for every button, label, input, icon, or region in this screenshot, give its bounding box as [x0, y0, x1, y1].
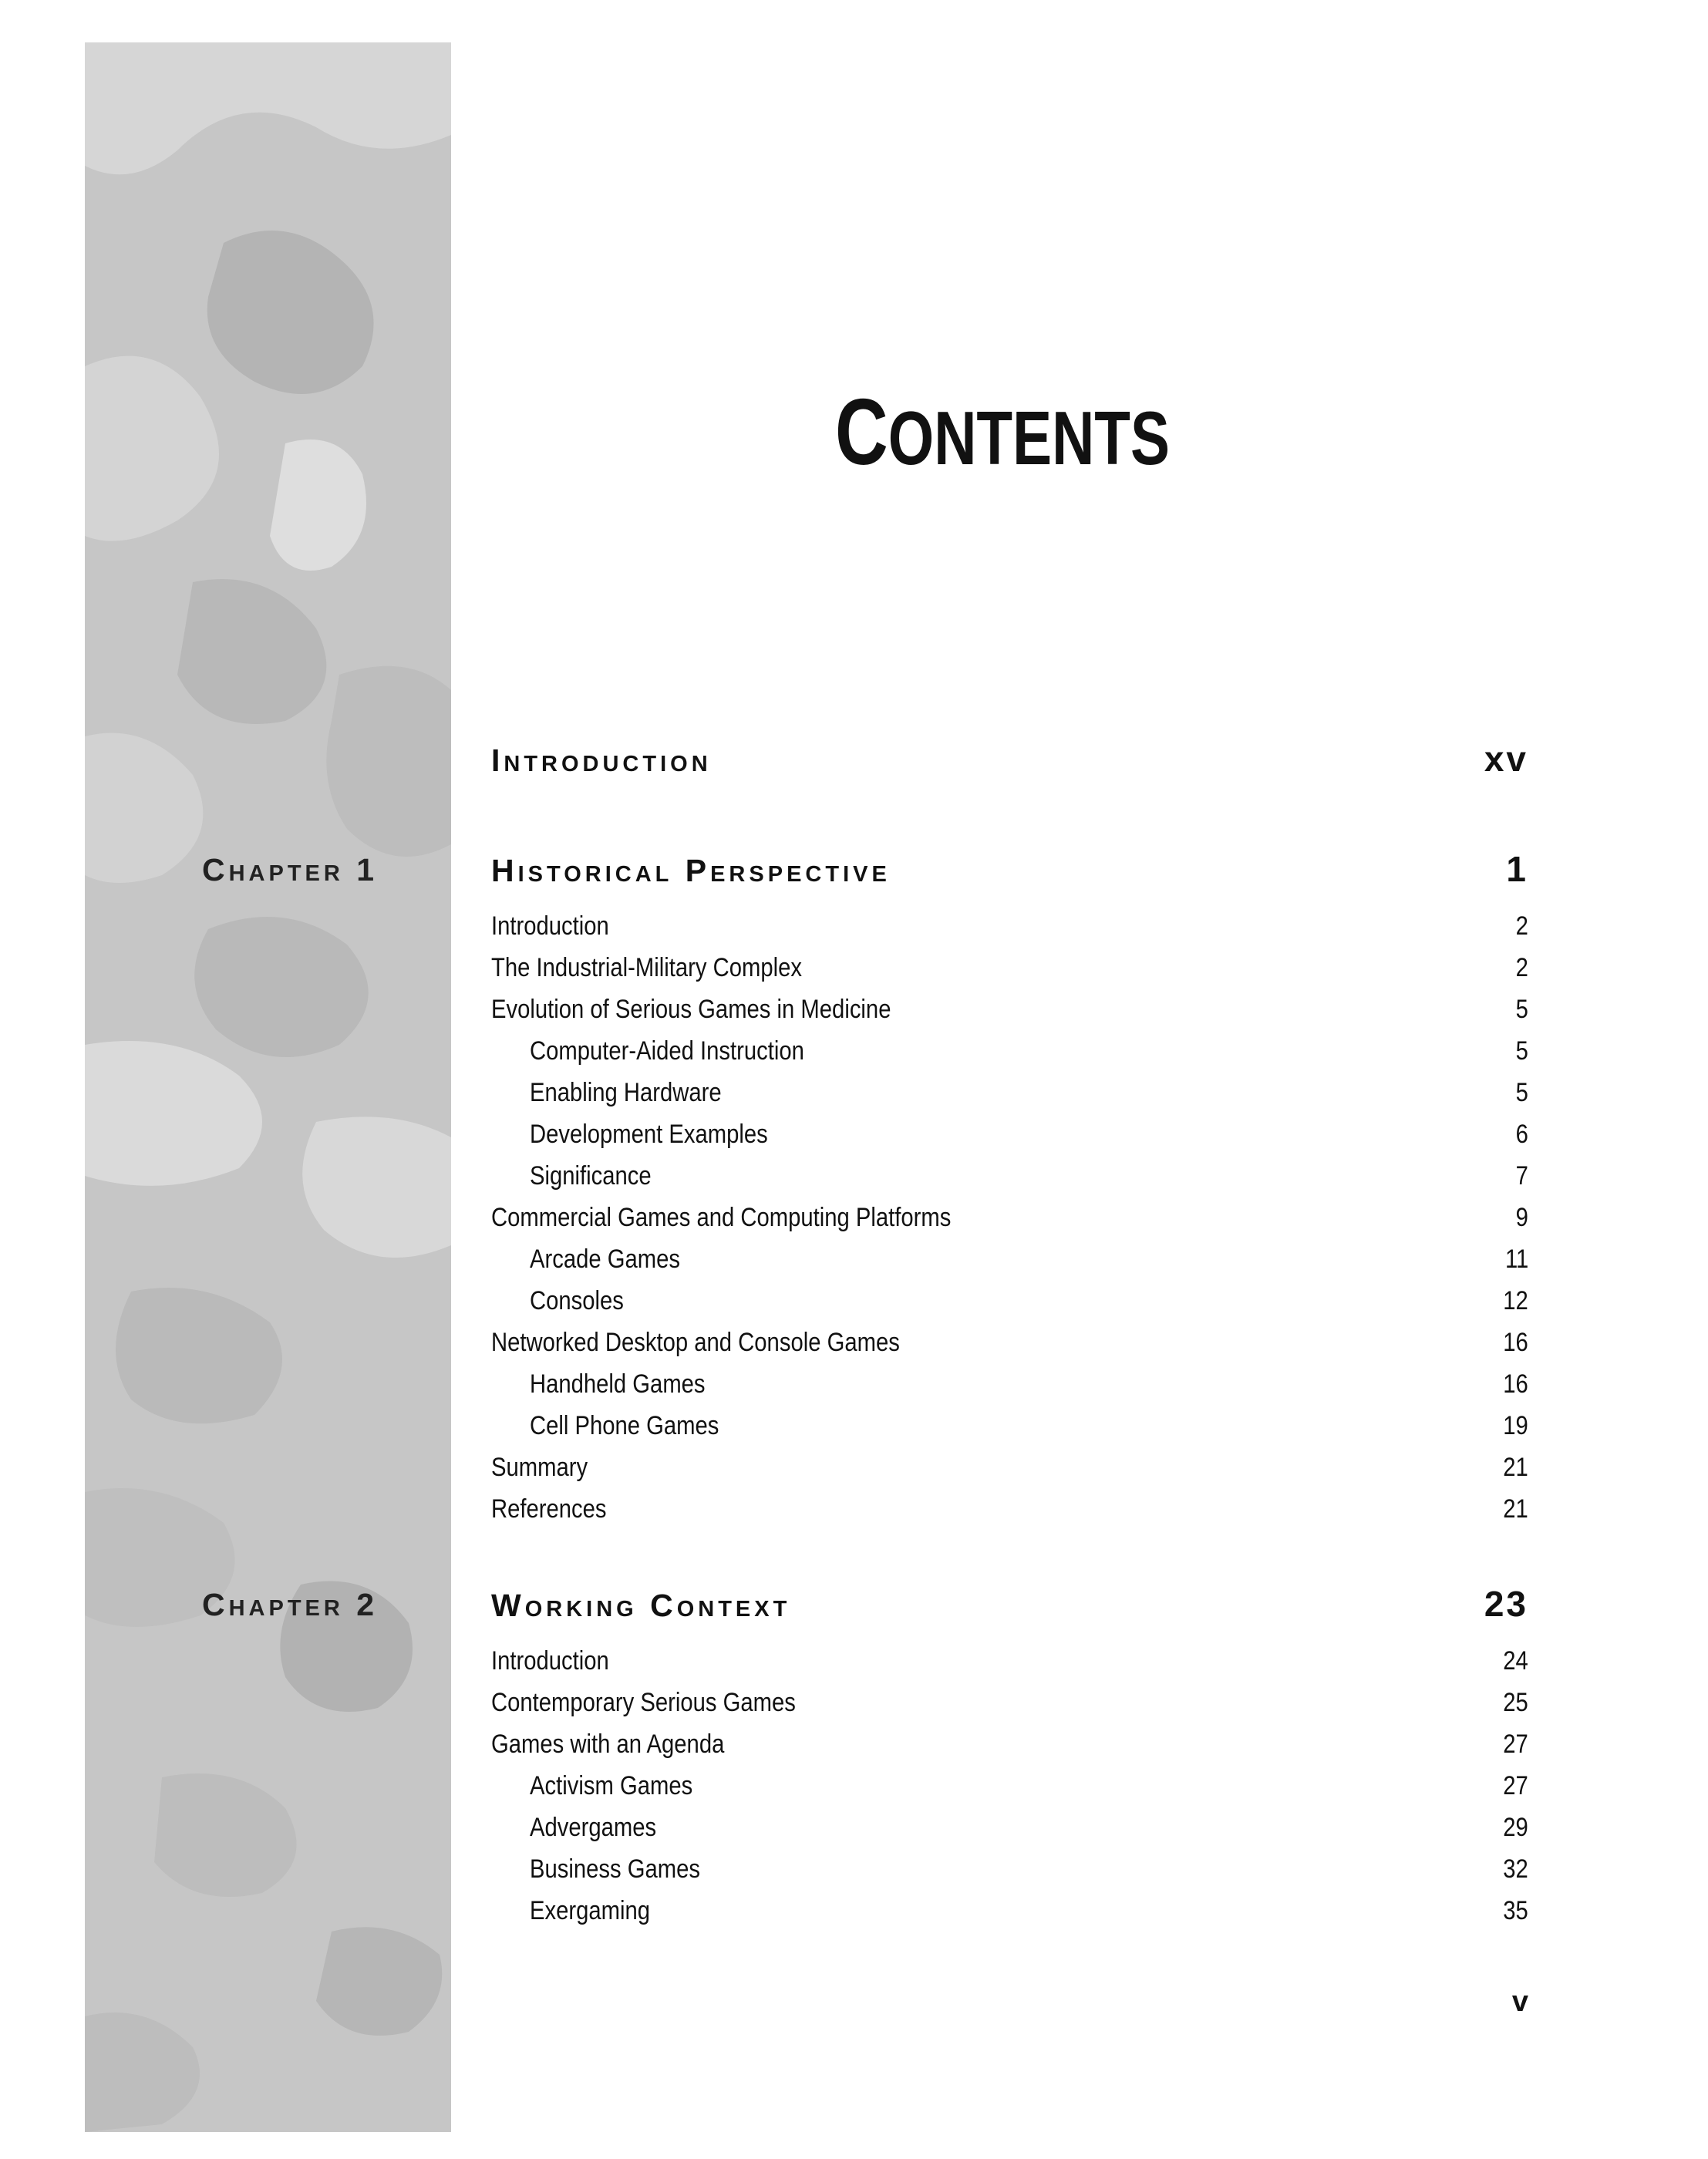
toc-subentry[interactable]: [491, 1238, 1528, 1280]
chapter-1-title: Historical Perspective: [491, 853, 891, 888]
toc-entry-page: 6: [1515, 1119, 1528, 1149]
toc-entry-page: 5: [1515, 1036, 1528, 1066]
toc-entry-page: 16: [1503, 1327, 1528, 1357]
page-number: v: [1511, 1986, 1528, 2018]
toc-entry-page: 7: [1515, 1160, 1528, 1191]
toc-subentry[interactable]: [491, 1890, 1528, 1932]
toc-entry-title: Networked Desktop and Console Games: [491, 1327, 900, 1357]
introduction-heading-title: Introduction: [491, 743, 712, 778]
toc-entry-page: 12: [1503, 1285, 1528, 1315]
page-title-rest: ONTENTS: [888, 396, 1170, 480]
toc-entry-title: Arcade Games: [530, 1244, 681, 1274]
toc-entry[interactable]: [491, 1488, 1528, 1530]
texture-pattern: [85, 42, 451, 2132]
chapter-2-label: Chapter 2: [202, 1587, 379, 1622]
toc-entry-page: 5: [1515, 1077, 1528, 1107]
toc-entry[interactable]: [491, 1723, 1528, 1765]
toc-entry[interactable]: [491, 1640, 1528, 1682]
toc-entry[interactable]: [491, 1447, 1528, 1488]
toc-entry-page: 5: [1515, 994, 1528, 1024]
toc-entry-page: 32: [1503, 1854, 1528, 1884]
toc-entry-title: Handheld Games: [530, 1369, 706, 1399]
toc-entry-page: 2: [1515, 952, 1528, 982]
toc-entry-page: 24: [1503, 1645, 1528, 1676]
chapter-2-page: 23: [1484, 1584, 1528, 1624]
toc-entry-page: 2: [1515, 911, 1528, 941]
toc-entry-title: Evolution of Serious Games in Medicine: [491, 994, 891, 1024]
toc-subentry[interactable]: [491, 1280, 1528, 1322]
chapter-1-page: 1: [1506, 849, 1528, 889]
toc-entry-title: Cell Phone Games: [530, 1410, 719, 1440]
toc-subentry[interactable]: [491, 1807, 1528, 1848]
toc-entry-title: Introduction: [491, 1645, 609, 1676]
toc-subentry[interactable]: [491, 1113, 1528, 1155]
toc-entry-title: Enabling Hardware: [530, 1077, 722, 1107]
toc-entry[interactable]: [491, 905, 1528, 947]
toc-entry-title: Advergames: [530, 1812, 657, 1842]
toc-subentry[interactable]: [491, 1405, 1528, 1447]
toc-subentry[interactable]: [491, 1072, 1528, 1113]
page-title: [221, 378, 1708, 486]
toc-entry-page: 27: [1503, 1770, 1528, 1800]
toc-subentry[interactable]: [491, 1363, 1528, 1405]
chapter-1-entries: [491, 905, 1528, 1530]
toc-entry-title: Commercial Games and Computing Platforms: [491, 1202, 952, 1232]
toc-entry-title: Activism Games: [530, 1770, 693, 1800]
toc-entry-title: Exergaming: [530, 1895, 651, 1925]
toc-entry-page: 19: [1503, 1410, 1528, 1440]
toc-entry-title: Contemporary Serious Games: [491, 1687, 796, 1717]
toc-entry-page: 16: [1503, 1369, 1528, 1399]
toc-entry-page: 25: [1503, 1687, 1528, 1717]
toc-entry-title: Computer-Aided Instruction: [530, 1036, 804, 1066]
toc-entry-title: Summary: [491, 1452, 588, 1482]
chapter-1-heading[interactable]: [491, 848, 1528, 890]
toc-entry-title: Business Games: [530, 1854, 701, 1884]
chapter-1-label: Chapter 1: [202, 852, 379, 888]
toc-entry-title: Development Examples: [530, 1119, 768, 1149]
toc-subentry[interactable]: [491, 1030, 1528, 1072]
toc-entry[interactable]: [491, 1197, 1528, 1238]
toc-subentry[interactable]: [491, 1765, 1528, 1807]
decorative-side-band: [85, 42, 451, 2132]
toc-entry-title: Introduction: [491, 911, 609, 941]
page-title-initial: C: [835, 379, 888, 484]
chapter-2-heading[interactable]: [491, 1583, 1528, 1625]
toc-entry[interactable]: [491, 1682, 1528, 1723]
toc-entry[interactable]: [491, 1322, 1528, 1363]
toc-entry[interactable]: [491, 989, 1528, 1030]
toc-entry-title: References: [491, 1494, 607, 1524]
toc-entry-title: Significance: [530, 1160, 652, 1191]
toc-entry-page: 35: [1503, 1895, 1528, 1925]
introduction-heading[interactable]: [491, 738, 1528, 780]
toc-subentry[interactable]: [491, 1848, 1528, 1890]
toc-entry-page: 21: [1503, 1494, 1528, 1524]
toc-entry-page: 21: [1503, 1452, 1528, 1482]
toc-entry-page: 29: [1503, 1812, 1528, 1842]
toc-subentry[interactable]: [491, 1155, 1528, 1197]
toc-entry-title: Games with an Agenda: [491, 1729, 725, 1759]
introduction-heading-page: xv: [1484, 739, 1528, 779]
toc-entry-page: 27: [1503, 1729, 1528, 1759]
toc-entry[interactable]: [491, 947, 1528, 989]
chapter-2-title: Working Context: [491, 1588, 791, 1623]
toc-entry-page: 9: [1515, 1202, 1528, 1232]
chapter-2-entries: [491, 1640, 1528, 1932]
toc-entry-title: The Industrial-Military Complex: [491, 952, 802, 982]
toc-entry-title: Consoles: [530, 1285, 624, 1315]
toc-entry-page: 11: [1504, 1244, 1528, 1274]
